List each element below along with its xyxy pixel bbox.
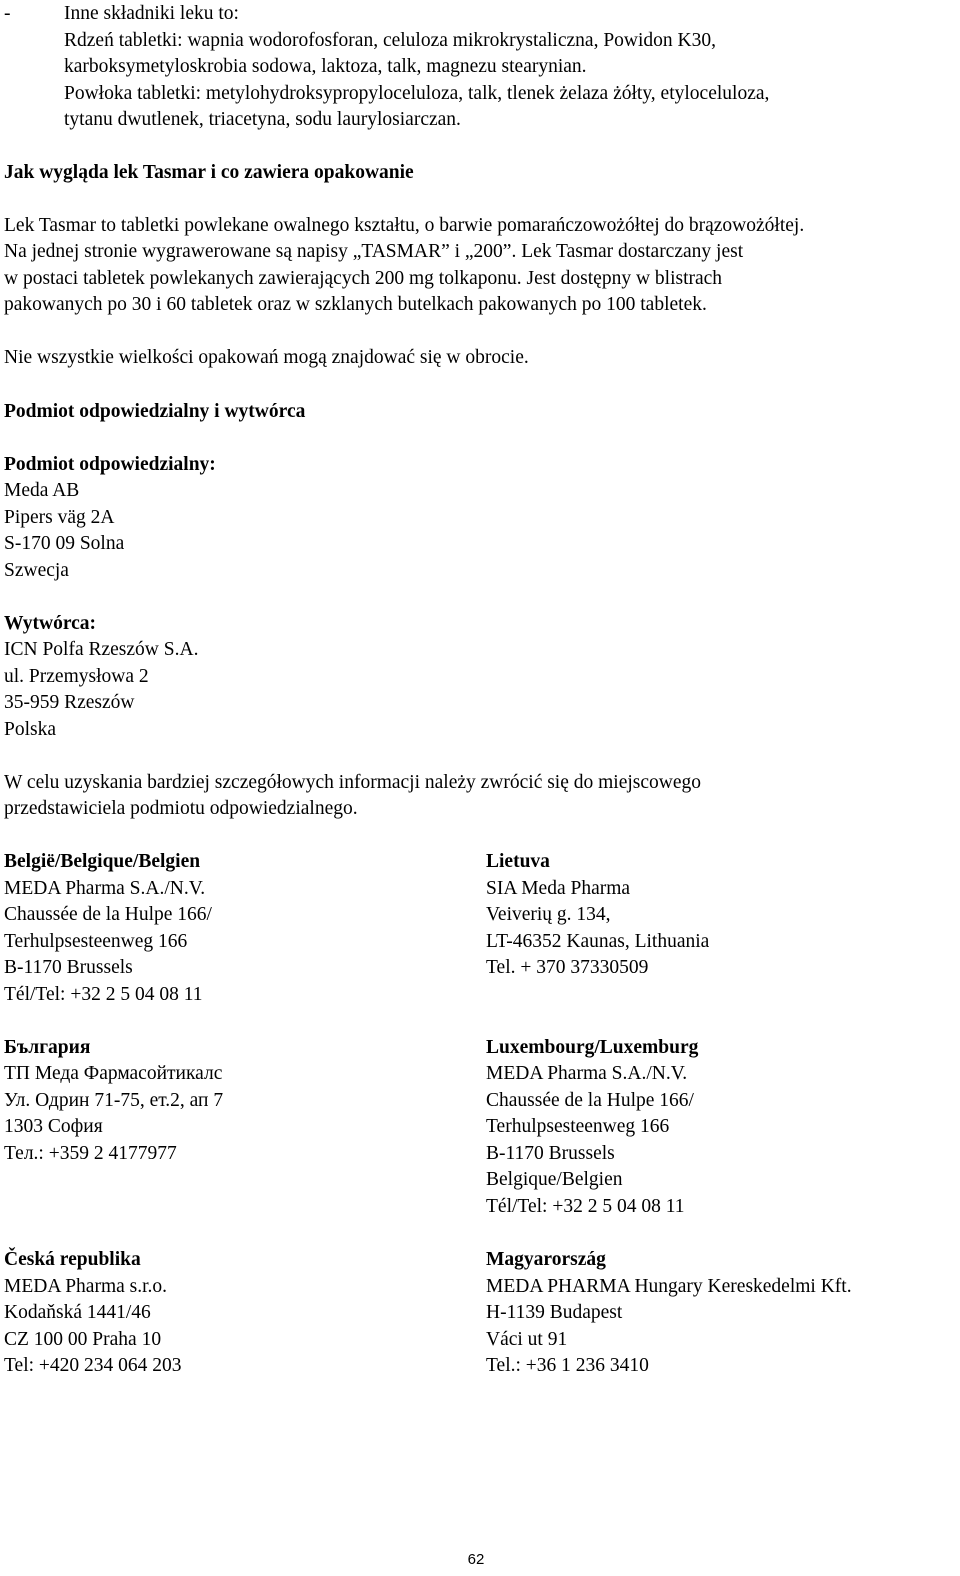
address-line: 1303 София (4, 1116, 103, 1137)
address-line: Chaussée de la Hulpe 166/ (4, 904, 212, 925)
responsible-heading: Podmiot odpowiedzialny i wytwórca (4, 401, 306, 422)
address-line: H-1139 Budapest (486, 1302, 623, 1323)
address-line: MEDA Pharma S.A./N.V. (4, 878, 206, 899)
appearance-line: Lek Tasmar to tabletki powlekane owalnego kształtu, o barwie pomarańczowożółtej do brązowożółtej. (4, 215, 805, 236)
country-heading: Česká republika (4, 1249, 141, 1270)
list-dash: - (4, 3, 11, 24)
address-line: SIA Meda Pharma (486, 878, 631, 899)
mah-line: S-170 09 Solna (4, 533, 125, 554)
address-line: B-1170 Brussels (4, 957, 133, 978)
mah-line: Meda AB (4, 480, 80, 501)
address-line: Tel: +420 234 064 203 (4, 1355, 182, 1376)
address-line: Veiverių g. 134, (486, 904, 611, 925)
address-line: MEDA PHARMA Hungary Kereskedelmi Kft. (486, 1276, 852, 1297)
ingredients-line: Inne składniki leku to: (64, 3, 239, 24)
mah-label: Podmiot odpowiedzialny: (4, 454, 216, 475)
country-heading: België/Belgique/Belgien (4, 851, 201, 872)
address-line: Tel. + 370 37330509 (486, 957, 649, 978)
address-line: Terhulpsesteenweg 166 (4, 931, 188, 952)
country-heading: България (4, 1037, 91, 1058)
manufacturer-line: ICN Polfa Rzeszów S.A. (4, 639, 199, 660)
appearance-note: Nie wszystkie wielkości opakowań mogą znajdować się w obrocie. (4, 347, 529, 368)
ingredients-line: karboksymetyloskrobia sodowa, laktoza, talk, magnezu stearynian. (64, 56, 587, 77)
appearance-line: pakowanych po 30 i 60 tabletek oraz w szklanych butelkach pakowanych po 100 tabletek. (4, 294, 707, 315)
ingredients-line: Powłoka tabletki: metylohydroksypropyloceluloza, talk, tlenek żelaza żółty, etyloceluloza, (64, 83, 770, 104)
address-line: Chaussée de la Hulpe 166/ (486, 1090, 694, 1111)
country-heading: Luxembourg/Luxemburg (486, 1037, 699, 1058)
manufacturer-line: ul. Przemysłowa 2 (4, 666, 149, 687)
address-line: Terhulpsesteenweg 166 (486, 1116, 670, 1137)
country-heading: Lietuva (486, 851, 550, 872)
appearance-heading: Jak wygląda lek Tasmar i co zawiera opakowanie (4, 162, 414, 183)
address-line: LT-46352 Kaunas, Lithuania (486, 931, 710, 952)
address-line: Kodaňská 1441/46 (4, 1302, 151, 1323)
address-line: Tel.: +36 1 236 3410 (486, 1355, 649, 1376)
address-line: ТП Меда Фармасойтикалс (4, 1063, 223, 1084)
address-line: Ул. Одрин 71-75, ет.2, ап 7 (4, 1090, 224, 1111)
manufacturer-line: 35-959 Rzeszów (4, 692, 135, 713)
address-line: Tél/Tel: +32 2 5 04 08 11 (4, 984, 203, 1005)
appearance-line: w postaci tabletek powlekanych zawierających 200 mg tolkaponu. Jest dostępny w blistrach (4, 268, 723, 289)
address-line: CZ 100 00 Praha 10 (4, 1329, 162, 1350)
mah-line: Pipers väg 2A (4, 507, 115, 528)
address-line: Belgique/Belgien (486, 1169, 623, 1190)
address-line: Тел.: +359 2 4177977 (4, 1143, 177, 1164)
manufacturer-line: Polska (4, 719, 57, 740)
page-number: 62 (467, 1551, 485, 1568)
mah-line: Szwecja (4, 560, 69, 581)
appearance-line: Na jednej stronie wygrawerowane są napisy „TASMAR” i „200”. Lek Tasmar dostarczany jest (4, 241, 744, 262)
ingredients-line: tytanu dwutlenek, triacetyna, sodu laurylosiarczan. (64, 109, 461, 130)
manufacturer-label: Wytwórca: (4, 613, 97, 634)
address-line: B-1170 Brussels (486, 1143, 615, 1164)
contact-line: W celu uzyskania bardziej szczegółowych informacji należy zwrócić się do miejscowego (4, 772, 702, 793)
address-line: MEDA Pharma S.A./N.V. (486, 1063, 688, 1084)
ingredients-line: Rdzeń tabletki: wapnia wodorofosforan, celuloza mikrokrystaliczna, Powidon K30, (64, 30, 716, 51)
country-heading: Magyarország (486, 1249, 606, 1270)
address-line: Tél/Tel: +32 2 5 04 08 11 (486, 1196, 685, 1217)
address-line: Váci ut 91 (486, 1329, 568, 1350)
contact-line: przedstawiciela podmiotu odpowiedzialnego. (4, 798, 358, 819)
address-line: MEDA Pharma s.r.o. (4, 1276, 168, 1297)
